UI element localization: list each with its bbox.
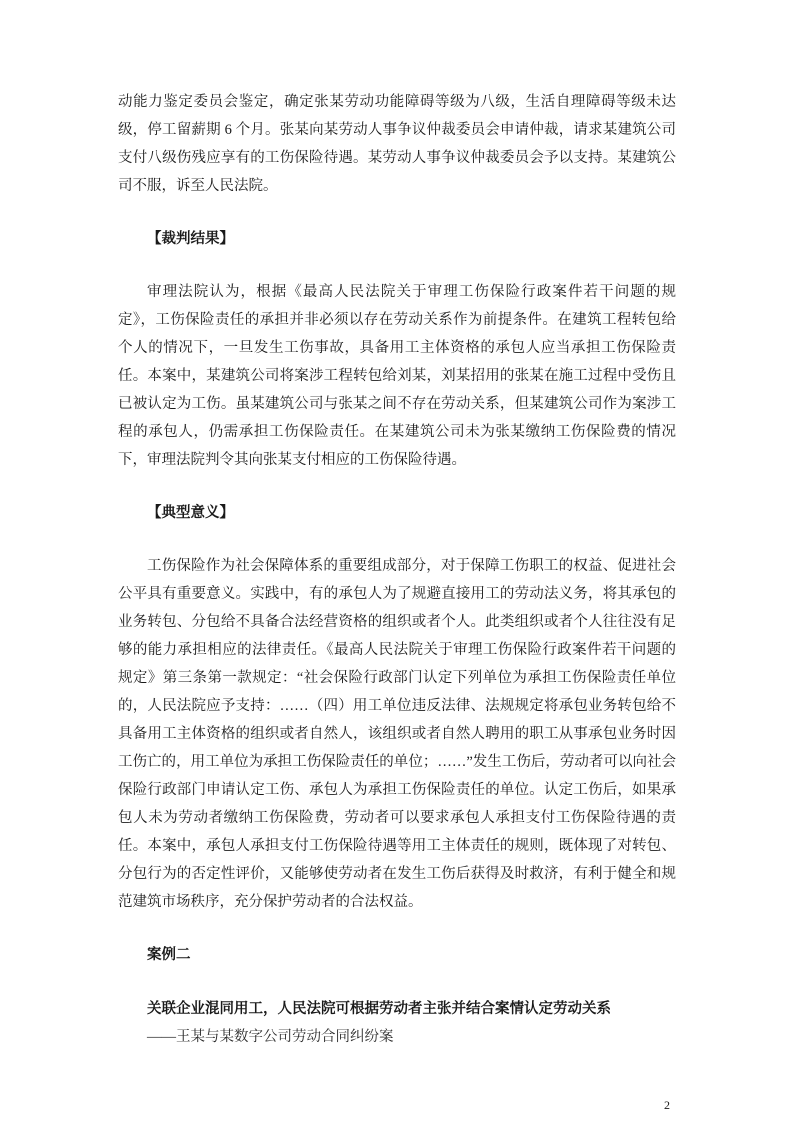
case-two-title: 关联企业混同用工，人民法院可根据劳动者主张并结合案情认定劳动关系 xyxy=(147,1001,611,1017)
case-two-subtitle: ——王某与某数字公司劳动合同纠纷案 xyxy=(147,1029,394,1045)
paragraph-typical-significance: 工伤保险作为社会保障体系的重要组成部分，对于保障工伤职工的权益、促进社会公平具有重要意义。实践中，有的承包人为了规避直接用工的劳动法义务，将其承包的业务转包、分包给不具备合法经营资格的组织或者个人。此类组织或者个人往往没有足够的能力承担相应的法律责任。《最高人民法院关于审理工伤保险行政案件若干问题的规定》第三条第一款规定：“社会保险行政部门认定下列单位为承担工伤保险责任单位的，人民法院应予支持：……（四）用工单位违反法律、法规规定将承包业务转包给不具备用工主体资格的组织或者自然人，该组织或者自然人聘用的职工从事承包业务时因工伤亡的，用工单位为承担工伤保险责任的单位；……”发生工伤后，劳动者可以向社会保险行政部门申请认定工伤、承包人为承担工伤保险责任的单位。认定工伤后，如果承包人未为劳动者缴纳工伤保险费，劳动者可以要求承包人承担支付工伤保险待遇的责任。本案中，承包人承担支付工伤保险待遇等用工主体责任的规则，既体现了对转包、分包行为的否定性评价，又能够使劳动者在发生工伤后获得及时救济，有利于健全和规范建筑市场秩序，充分保护劳动者的合法权益。 xyxy=(118,558,676,910)
paragraph-case1-facts-continued: 动能力鉴定委员会鉴定，确定张某劳动功能障碍等级为八级，生活自理障碍等级未达级，停工留薪期 6 个月。张某向某劳动人事争议仲裁委员会申请仲裁，请求某建筑公司支付八级伤残应享有的工伤保险待遇。某劳动人事争议仲裁委员会予以支持。某建筑公司不服，诉至人民法院。 xyxy=(118,94,676,194)
heading-case-two: 案例二 xyxy=(147,947,191,963)
heading-typical-significance: 【典型意义】 xyxy=(147,505,234,521)
paragraph-judgment-result: 审理法院认为，根据《最高人民法院关于审理工伤保险行政案件若干问题的规定》，工伤保险责任的承担并非必须以存在劳动关系作为前提条件。在建筑工程转包给个人的情况下，一旦发生工伤事故，具备用工主体资格的承包人应当承担工伤保险责任。本案中，某建筑公司将案涉工程转包给刘某，刘某招用的张某在施工过程中受伤且已被认定为工伤。虽某建筑公司与张某之间不存在劳动关系，但某建筑公司作为案涉工程的承包人，仍需承担工伤保险责任。在某建筑公司未为张某缴纳工伤保险费的情况下，审理法院判令其向张某支付相应的工伤保险待遇。 xyxy=(118,284,676,468)
page-content xyxy=(118,88,676,1051)
heading-judgment-result: 【裁判结果】 xyxy=(147,231,234,247)
page-number: 2 xyxy=(664,1098,670,1112)
